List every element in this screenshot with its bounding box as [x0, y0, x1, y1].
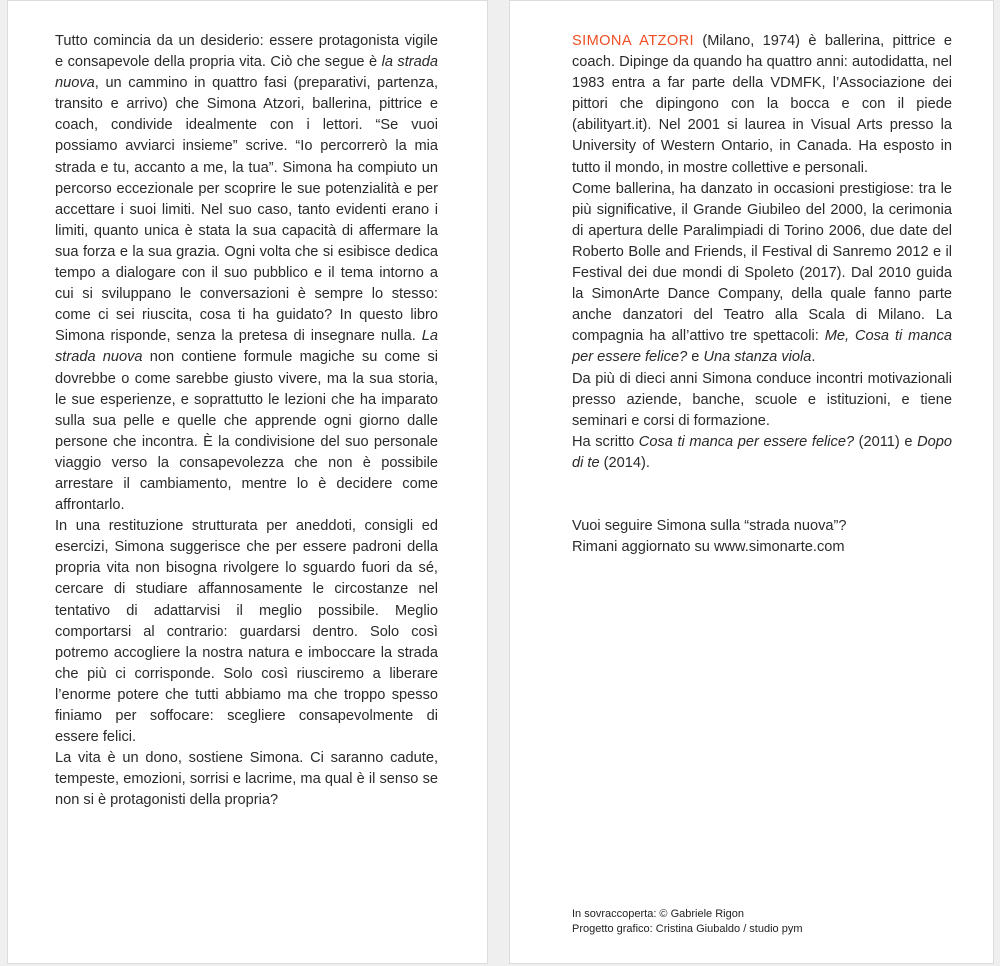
- text-segment: In una restituzione strutturata per aneddoti, consigli ed esercizi, Simona suggerisce che per essere padroni della propria vita non bisogna rivolgere lo sguardo fuori da sé, cercare di studiare affannosamente le circostanze nel tentativo di adattarvisi il meglio possibile. Meglio comportarsi al contrario: guardarsi dentro. Solo così potremo accogliere la nostra natura e imboccare la strada che più ci corrisponde. Solo così riusciremo a liberare l’enorme potere che tutti abbiamo ma che troppo spesso finiamo per soffocare: scegliere consapevolmente di essere felici.: [55, 518, 438, 746]
- text-segment: (2014).: [599, 454, 650, 471]
- text-segment: , un cammino in quattro fasi (preparativi, partenza, transito e arrivo) che Simona Atzori, ballerina, pittrice e coach, condivide idealmente con i lettori. “Se vuoi possiamo avviarci insieme” scrive. “Io percorrerò la mia strada e tu, accanto a me, la tua”. Simona ha compiuto un percorso eccezionale per scoprire le sue potenzialità e per accettare i suoi limiti. Nel suo caso, tanto evidenti erano i limiti, quanto unica è stata la sua capacità di affermare la sua forza e la sua grazia. Ogni volta che si esibisce dedica tempo a dialogare con il suo pubblico e il tema intorno a cui si sviluppano le conversazioni è sempre lo stesso: come ci sei riuscita, cosa ti ha guidato? In questo libro Simona risponde, senza la pretesa di insegnare nulla.: [55, 75, 438, 345]
- paragraph: [572, 179, 952, 369]
- author-bio-block: [572, 31, 952, 558]
- text-segment: La strada nuova: [55, 328, 438, 366]
- paragraph: [55, 748, 438, 811]
- text-segment: Cosa ti manca per essere felice?: [638, 433, 855, 450]
- credit-cover-photo: In sovraccoperta: © Gabriele Rigon: [572, 908, 744, 920]
- paragraph: [572, 432, 952, 474]
- text-segment: (Milano, 1974) è ballerina, pittrice e coach. Dipinge da quando ha quattro anni: autodidatta, nel 1983 entra a far parte della VDMFK, l’Associazione dei pittori che dipingono con la bocca e con il piede (abilityart.it). Nel 2001 si laurea in Visual Arts presso la University of Western Ontario, in Canada. Ha esposto in tutto il mondo, in mostre collettive e personali.: [572, 33, 953, 176]
- text-segment: Ha scritto: [572, 433, 639, 450]
- text-segment: Dopo di te: [572, 433, 953, 471]
- author-name: SIMONA ATZORI: [572, 33, 694, 49]
- text-segment: Come ballerina, ha danzato in occasioni prestigiose: tra le più significative, il Grande Giubileo del 2000, la cerimonia di apertura delle Paralimpiadi di Torino 2006, due date del Roberto Bolle and Friends, il Festival di Sanremo 2012 e il Festival dei due mondi di Spoleto (2017). Dal 2010 guida la SimonArte Dance Company, della quale fanno parte anche danzatori del Teatro alla Scala di Milano. La compagnia ha all’attivo tre spettacoli:: [572, 180, 952, 345]
- paragraph: [55, 516, 438, 748]
- follow-website: Rimani aggiornato su www.simonarte.com: [572, 539, 845, 556]
- text-segment: Una stanza viola: [703, 349, 812, 366]
- text-segment: .: [811, 349, 816, 366]
- left-flap-text: [55, 31, 438, 811]
- credit-graphic-design: Progetto grafico: Cristina Giubaldo / studio pym: [572, 922, 803, 935]
- credits: [572, 907, 803, 936]
- text-segment: La vita è un dono, sostiene Simona. Ci saranno cadute, tempeste, emozioni, sorrisi e lacrime, ma qual è il senso se non si è protagonisti della propria?: [55, 750, 438, 809]
- paragraph: [572, 31, 952, 179]
- left-flap: [7, 0, 488, 964]
- text-segment: la strada nuova: [55, 54, 438, 92]
- right-flap: [509, 0, 994, 964]
- text-segment: e: [687, 349, 704, 366]
- text-segment: Da più di dieci anni Simona conduce incontri motivazionali presso aziende, banche, scuole e istituzioni, e tiene seminari e corsi di formazione.: [572, 370, 952, 429]
- follow-question: Vuoi seguire Simona sulla “strada nuova”?: [572, 517, 847, 534]
- author-bio-text: [572, 31, 952, 474]
- text-segment: Tutto comincia da un desiderio: essere protagonista vigile e consapevole della propria vita. Ciò che segue è: [55, 33, 438, 71]
- follow-note: [572, 516, 952, 558]
- text-segment: (2011) e: [854, 433, 918, 450]
- text-segment: Me, Cosa ti manca per essere felice?: [572, 328, 952, 366]
- paragraph: [55, 31, 438, 516]
- text-segment: non contiene formule magiche su come si dovrebbe o come sarebbe giusto vivere, ma la sua storia, le sue esperienze, e soprattutto le lezioni che ha imparato sulla sua pelle e quelle che apprende ogni giorno dalle persone che incontra. È la condivisione del suo personale viaggio verso la consapevolezza che non è possibile arrestare il cambiamento, mentre lo è decidere come affrontarlo.: [55, 349, 438, 514]
- paragraph: [572, 369, 952, 432]
